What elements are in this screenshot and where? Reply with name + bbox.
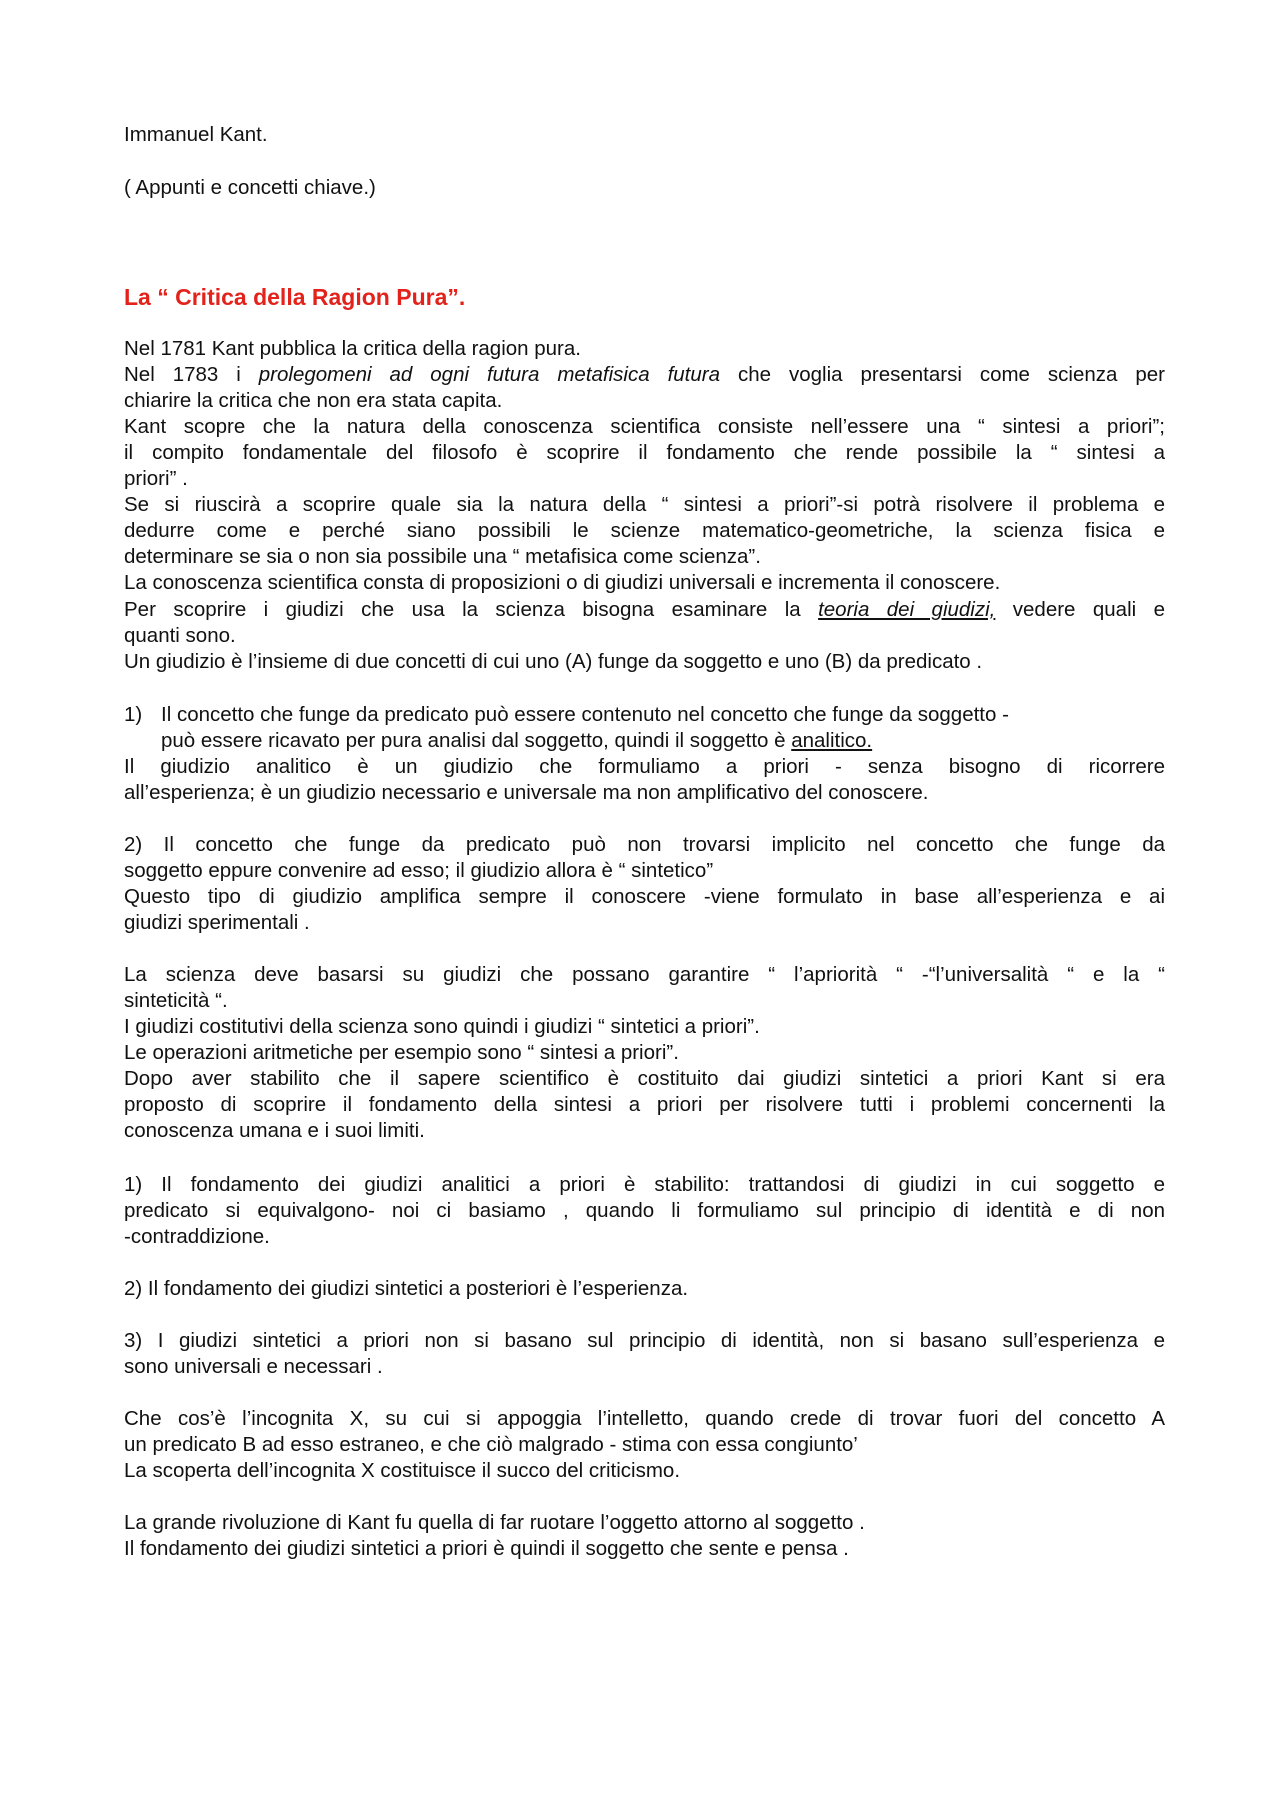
text-line: I giudizi costitutivi della scienza sono quindi i giudizi “ sintetici a priori”.	[124, 1015, 760, 1038]
text-line: proposto di scoprire il fondamento della sintesi a priori per risolvere tutti i problemi concernenti la	[124, 1093, 1165, 1116]
text-span: che voglia presentarsi come scienza per	[720, 363, 1165, 386]
text-line: predicato si equivalgono- noi ci basiamo , quando li formuliamo sul principio di identità e di non	[124, 1199, 1165, 1222]
text-line: Nel 1781 Kant pubblica la critica della ragion pura.	[124, 337, 581, 360]
list-item	[124, 702, 1165, 728]
text-span: Il concetto che funge da predicato può essere contenuto nel concetto che funge da soggetto -	[161, 703, 1009, 726]
section-heading: La “ Critica della Ragion Pura”.	[124, 284, 466, 310]
text-line: Kant scopre che la natura della conoscenza scientifica consiste nell’essere una “ sintesi a priori”;	[124, 415, 1165, 438]
text-line: dedurre come e perché siano possibili le scienze matematico-geometriche, la scienza fisica e	[124, 519, 1165, 542]
text-line: Che cos’è l’incognita X, su cui si appoggia l’intelletto, quando crede di trovar fuori del concetto A	[124, 1407, 1165, 1430]
text-line: un predicato B ad esso estraneo, e che ciò malgrado - stima con essa congiunto’	[124, 1433, 858, 1456]
document-title: Immanuel Kant.	[124, 123, 268, 146]
text-line: Le operazioni aritmetiche per esempio sono “ sintesi a priori”.	[124, 1041, 679, 1064]
text-line: chiarire la critica che non era stata capita.	[124, 389, 503, 412]
text-line: La scoperta dell’incognita X costituisce il succo del criticismo.	[124, 1459, 681, 1482]
text-line: Un giudizio è l’insieme di due concetti di cui uno (A) funge da soggetto e uno (B) da predicato .	[124, 650, 983, 673]
text-line: La conoscenza scientifica consta di proposizioni o di giudizi universali e incrementa il conoscere.	[124, 571, 1001, 594]
analytic-term: analitico.	[791, 729, 873, 752]
text-line: Questo tipo di giudizio amplifica sempre il conoscere -viene formulato in base all’esperienza e ai	[124, 885, 1165, 908]
text-line: La scienza deve basarsi su giudizi che possano garantire “ l’apriorità “ -“l’universalità “ e la “	[124, 963, 1165, 986]
text-span: Per scoprire i giudizi che usa la scienza bisogna esaminare la	[124, 598, 819, 621]
italic-title: prolegomeni ad ogni futura metafisica futura	[258, 363, 721, 386]
text-line: sono universali e necessari .	[124, 1355, 383, 1378]
text-line: Il giudizio analitico è un giudizio che formuliamo a priori - senza bisogno di ricorrere	[124, 755, 1165, 778]
text-line: Dopo aver stabilito che il sapere scientifico è costituito dai giudizi sintetici a priori Kant si era	[124, 1067, 1165, 1090]
text-line	[124, 362, 1165, 388]
text-line: 3) I giudizi sintetici a priori non si basano sul principio di identità, non si basano sull’esperienza e	[124, 1329, 1165, 1352]
text-line: sinteticità “.	[124, 989, 228, 1012]
text-span: Nel 1783 i	[124, 363, 259, 386]
text-line: -contraddizione.	[124, 1225, 270, 1248]
text-line: 1) Il fondamento dei giudizi analitici a priori è stabilito: trattandosi di giudizi in cui soggetto e	[124, 1173, 1165, 1196]
text-span: vedere quali e	[995, 598, 1165, 621]
text-line: Se si riuscirà a scoprire quale sia la natura della “ sintesi a priori”-si potrà risolvere il problema e	[124, 493, 1165, 516]
text-line: soggetto eppure convenire ad esso; il giudizio allora è “ sintetico”	[124, 859, 714, 882]
text-line: Il fondamento dei giudizi sintetici a priori è quindi il soggetto che sente e pensa .	[124, 1537, 849, 1560]
list-number: 1)	[124, 703, 143, 726]
text-line: La grande rivoluzione di Kant fu quella di far ruotare l’oggetto attorno al soggetto .	[124, 1511, 865, 1534]
text-span: può essere ricavato per pura analisi dal soggetto, quindi il soggetto è	[161, 729, 792, 752]
text-line: giudizi sperimentali .	[124, 911, 310, 934]
document-subtitle: ( Appunti e concetti chiave.)	[124, 176, 376, 199]
text-line	[124, 597, 1165, 623]
text-line: il compito fondamentale del filosofo è scoprire il fondamento che rende possibile la “ sintesi a	[124, 441, 1165, 464]
text-line: conoscenza umana e i suoi limiti.	[124, 1119, 425, 1142]
text-line	[161, 728, 1165, 754]
text-line: all’esperienza; è un giudizio necessario e universale ma non amplificativo del conoscere.	[124, 781, 929, 804]
text-line: 2) Il fondamento dei giudizi sintetici a posteriori è l’esperienza.	[124, 1277, 689, 1300]
text-line: quanti sono.	[124, 624, 236, 647]
text-line: 2) Il concetto che funge da predicato può non trovarsi implicito nel concetto che funge da	[124, 833, 1165, 856]
theory-link: teoria dei giudizi,	[818, 598, 996, 621]
text-line: determinare se sia o non sia possibile una “ metafisica come scienza”.	[124, 545, 761, 568]
text-line: priori” .	[124, 467, 188, 490]
